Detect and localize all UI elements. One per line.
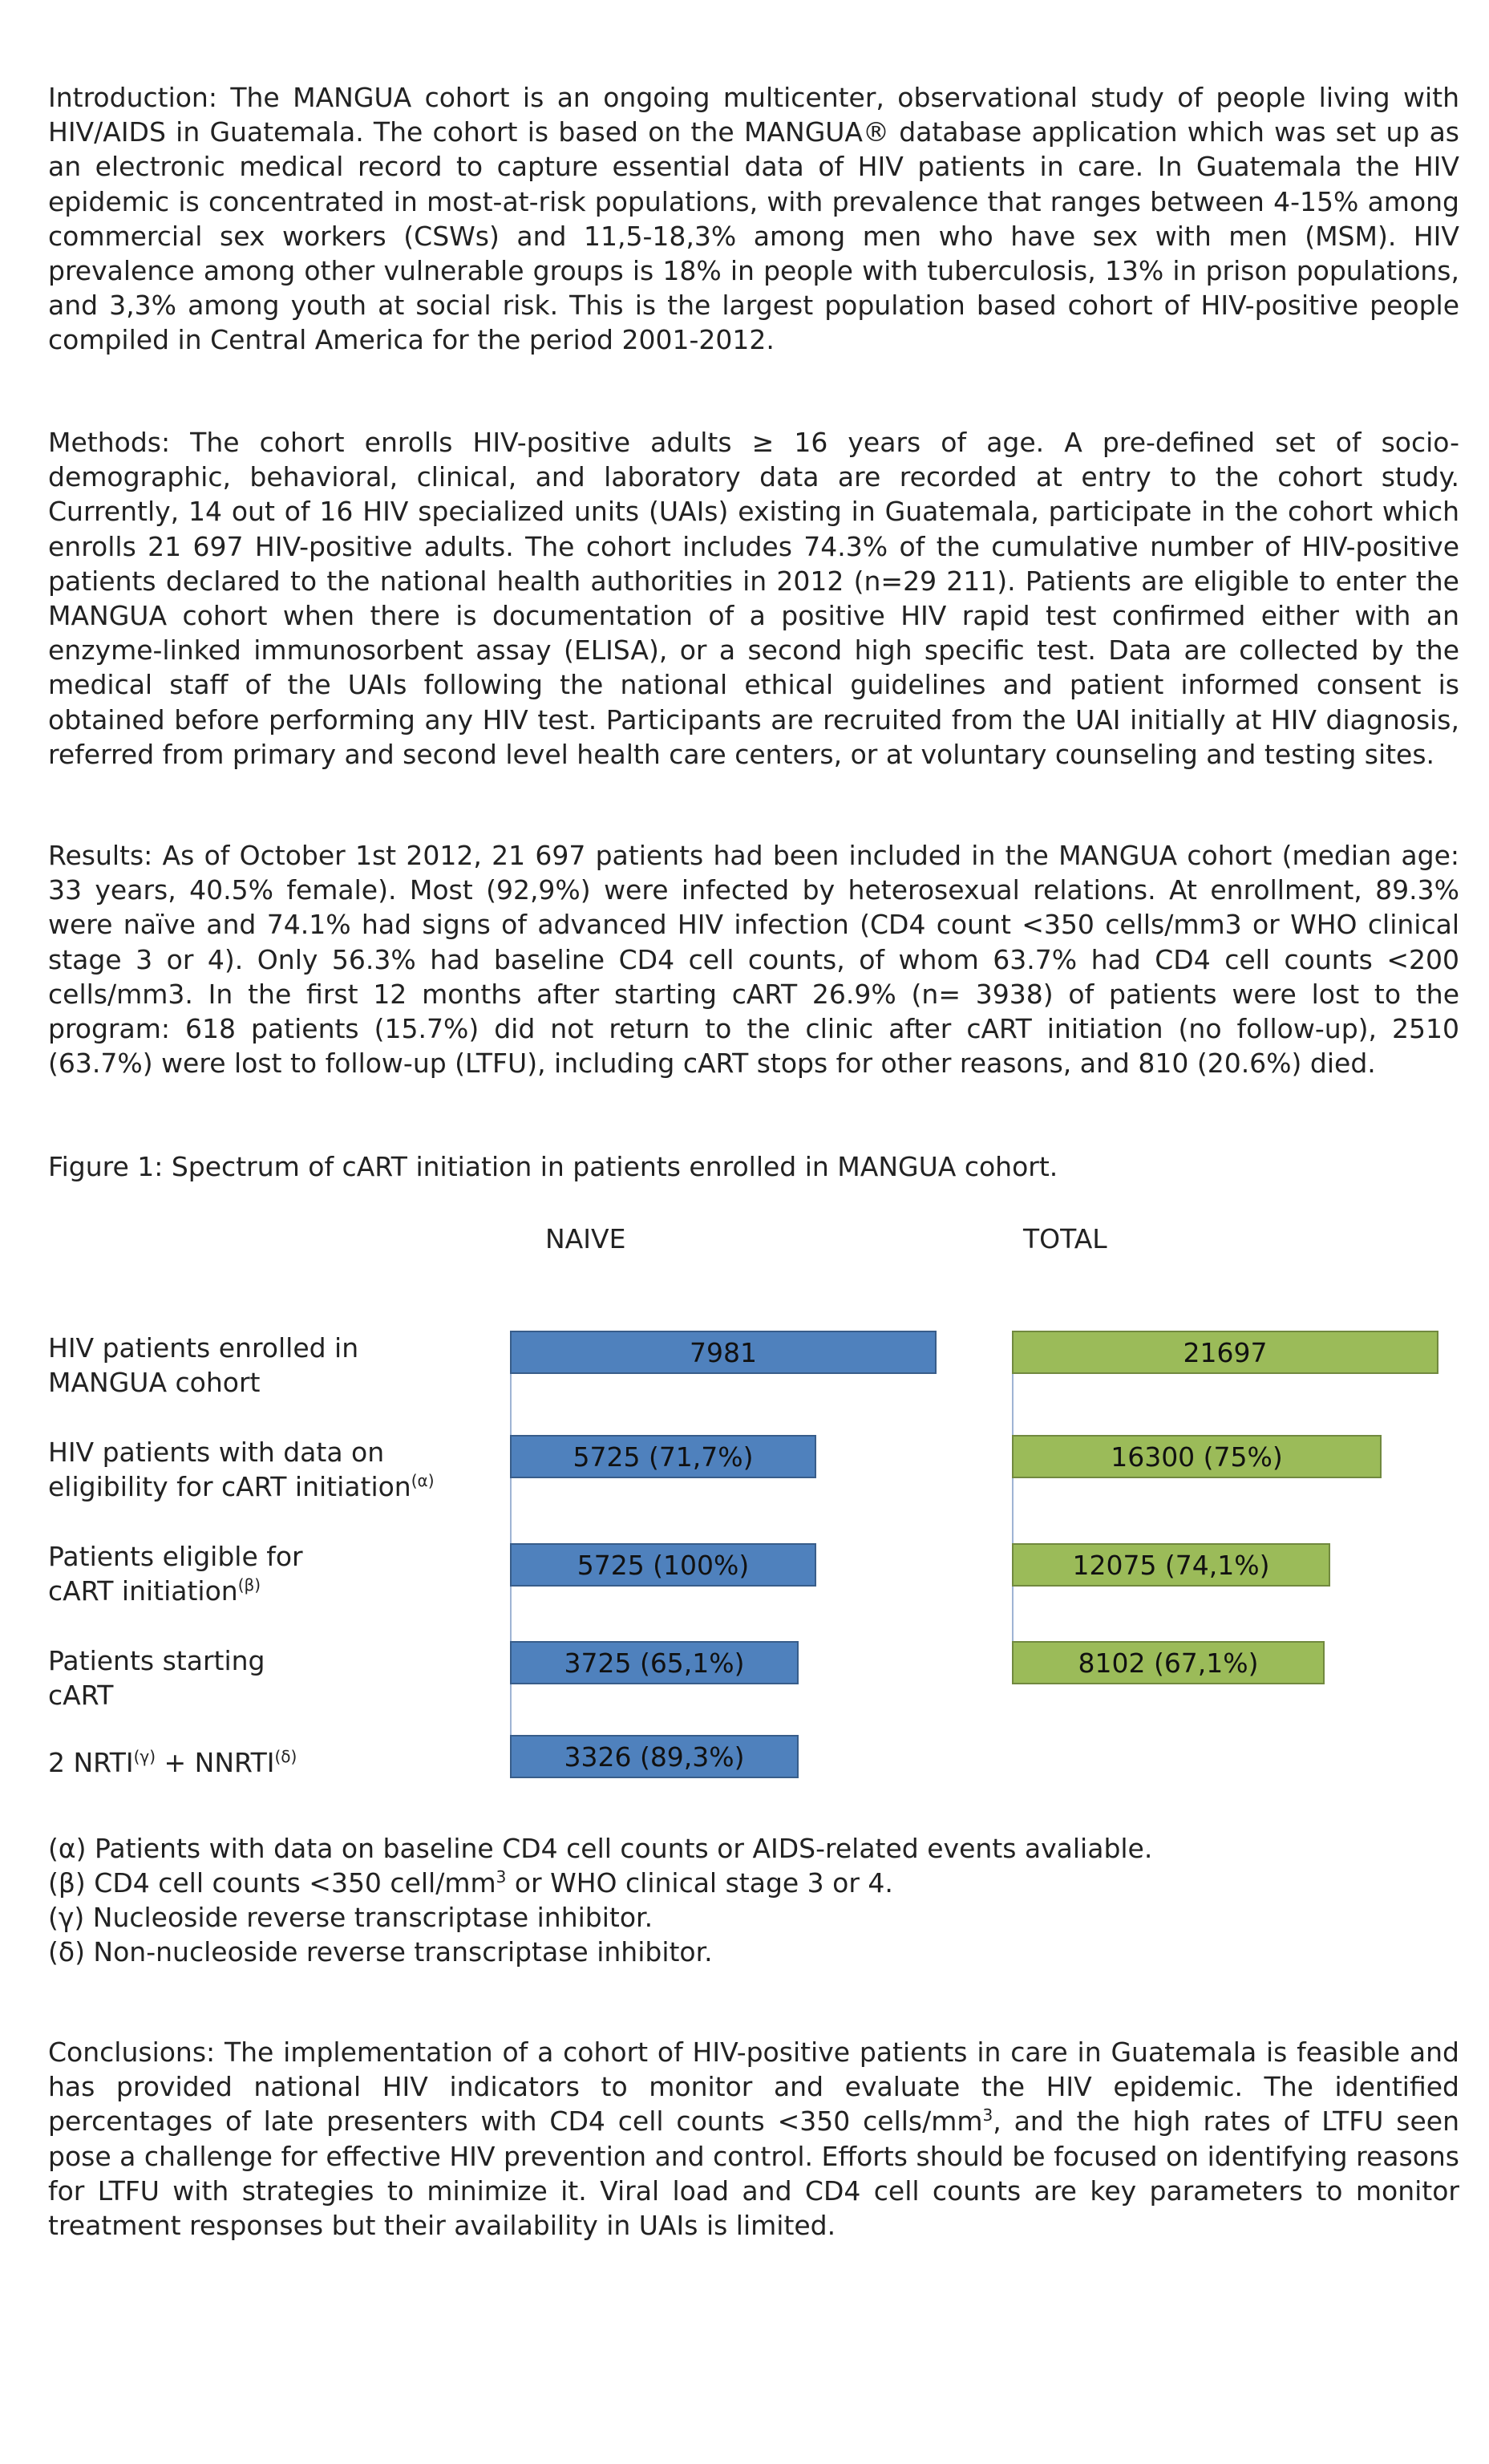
- total-bar-1: 16300 (75%): [1012, 1435, 1382, 1478]
- total-connector-line: [1012, 1373, 1014, 1643]
- beta-footnote-marker: (β): [237, 1575, 261, 1595]
- methods-paragraph: Methods: The cohort enrolls HIV-positive adults ≥ 16 years of age. A pre-defined set of socio-demographic, behavioral, clinical, and laboratory data are recorded at entry to the cohort study. Currently, 14 out of 16 HIV specialized units (UAIs) existing in Guatemala, participate in the cohort which enrolls 21 697 HIV-positive adults. The cohort includes 74.3% of the cumulative number of HIV-positive patients declared to the national health authorities in 2012 (n=29 211). Patients are eligible to enter the MANGUA cohort when there is documentation of a positive HIV rapid test confirmed either with an enzyme-linked immunosorbent assay (ELISA), or a second high specific test. Data are collected by the medical staff of the UAIs following the national ethical guidelines and patient informed consent is obtained before performing any HIV test. Participants are recruited from the UAI initially at HIV diagnosis, referred from primary and second level health care centers, or at voluntary counseling and testing sites.: [48, 427, 1459, 770]
- naive-bar-4: 3326 (89,3%): [510, 1735, 799, 1778]
- row-label-eligible: Patients eligible for cART initiation$^{(\beta)}$: [48, 1541, 303, 1607]
- footnote-delta: (δ) Non-nucleoside reverse transcriptase inhibitor.: [48, 1936, 713, 1968]
- naive-bar-2: 5725 (100%): [510, 1543, 816, 1587]
- results-paragraph: Results: As of October 1st 2012, 21 697 patients had been included in the MANGUA cohort (median age: 33 years, 40.5% female). Most (92,9%) were infected by heterosexual relations. At enrollment, 89.3% were naïve and 74.1% had signs of advanced HIV infection (CD4 count <350 cells/mm3 or WHO clinical stage 3 or 4). Only 56.3% had baseline CD4 cell counts, of whom 63.7% had CD4 cell counts <200 cells/mm3. In the first 12 months after starting cART 26.9% (n= 3938) of patients were lost to the program: 618 patients (15.7%) did not return to the clinic after cART initiation (no follow-up), 2510 (63.7%) were lost to follow-up (LTFU), including cART stops for other reasons, and 810 (20.6%) died.: [48, 840, 1459, 1080]
- footnote-gamma: (γ) Nucleoside reverse transcriptase inhibitor.: [48, 1902, 653, 1933]
- alpha-footnote-marker: (α): [411, 1471, 435, 1490]
- total-bar-0: 21697: [1012, 1331, 1438, 1374]
- naive-column-header: NAIVE: [545, 1223, 626, 1254]
- footnote-beta: (β) CD4 cell counts <350 cell/$mm^3$ or WHO clinical stage 3 or 4.: [48, 1867, 893, 1899]
- gamma-footnote-marker: (γ): [133, 1747, 156, 1766]
- conclusions-paragraph: Conclusions: The implementation of a cohort of HIV-positive patients in care in Guatemala is feasible and has provided national HIV indicators to monitor and evaluate the HIV epidemic. The identified percentages of late presenters with CD4 cell counts <350 cells/$mm^3$, and the high rates of LTFU seen pose a challenge for effective HIV prevention and control. Efforts should be focused on identifying reasons for LTFU with strategies to minimize it. Viral load and CD4 cell counts are key parameters to monitor treatment responses but their availability in UAIs is limited.: [48, 2036, 1459, 2242]
- footnotes: [48, 1831, 1152, 1969]
- row-label-regimen: 2 $NRTI^{(\gamma)}$ + $NNRTI^{(\delta)}$: [48, 1747, 297, 1778]
- figure-caption: Figure 1: Spectrum of cART initiation in patients enrolled in MANGUA cohort.: [48, 1151, 1058, 1182]
- row-label-enrolled: HIV patients enrolled in MANGUA cohort: [48, 1332, 359, 1398]
- introduction-paragraph: Introduction: The MANGUA cohort is an ongoing multicenter, observational study of people living with HIV/AIDS in Guatemala. The cohort is based on the MANGUA® database application which was set up as an electronic medical record to capture essential data of HIV patients in care. In Guatemala the HIV epidemic is concentrated in most-at-risk populations, with prevalence that ranges between 4-15% among commercial sex workers (CSWs) and 11,5-18,3% among men who have sex with men (MSM). HIV prevalence among other vulnerable groups is 18% in people with tuberculosis, 13% in prison populations, and 3,3% among youth at social risk. This is the largest population based cohort of HIV-positive people compiled in Central America for the period 2001-2012.: [48, 82, 1459, 356]
- delta-footnote-marker: (δ): [274, 1747, 297, 1766]
- total-bar-2: 12075 (74,1%): [1012, 1543, 1330, 1587]
- row-label-starting-cart: Patients starting cART: [48, 1645, 265, 1711]
- naive-bar-3: 3725 (65,1%): [510, 1641, 799, 1684]
- total-bar-3: 8102 (67,1%): [1012, 1641, 1325, 1684]
- total-column-header: TOTAL: [1023, 1223, 1107, 1254]
- naive-bar-1: 5725 (71,7%): [510, 1435, 816, 1478]
- footnote-alpha: (α) Patients with data on baseline CD4 cell counts or AIDS-related events avaliable.: [48, 1833, 1153, 1864]
- naive-bar-0: 7981: [510, 1331, 937, 1374]
- row-label-eligibility-data: HIV patients with data on eligibility for cART initiation$^{(\alpha)}$: [48, 1437, 435, 1502]
